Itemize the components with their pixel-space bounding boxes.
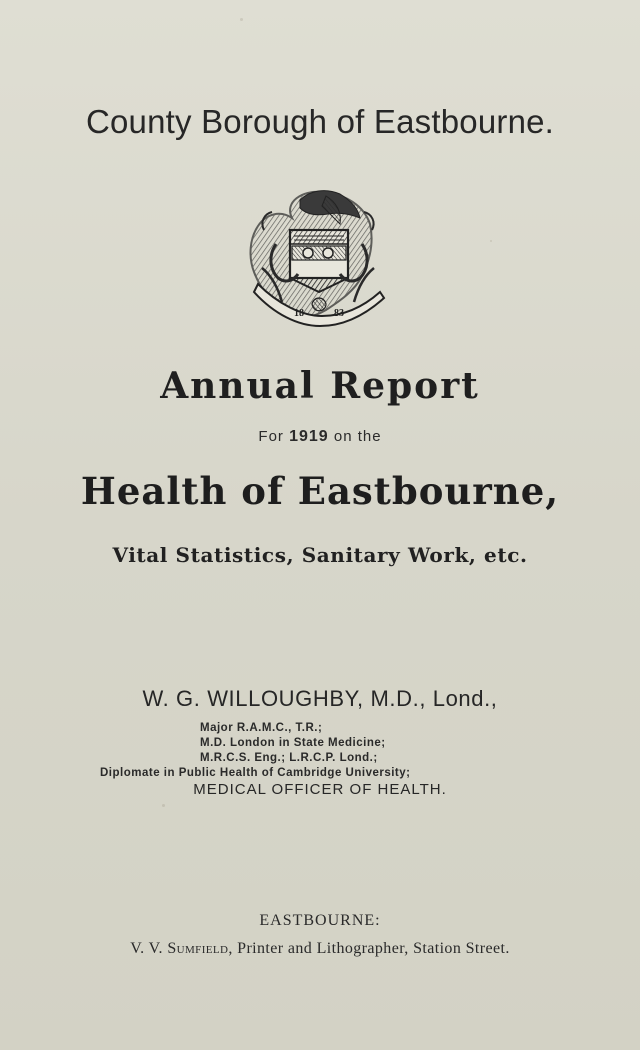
report-heading: Annual Report [160,365,480,407]
printer-name: Sumfield, [167,940,233,957]
report-year: 1919 [289,428,329,445]
borough-title: County Borough of Eastbourne. [85,103,555,140]
paper-spot [162,804,165,807]
qualification-line: Major R.A.M.C., T.R.; [200,722,323,734]
imprint-place: EASTBOURNE: [259,912,381,929]
crest-year-right: 83 [334,308,344,319]
crest-year-left: 18 [294,308,304,319]
borough-crest-emblem [242,184,394,330]
imprint-printer [0,940,640,958]
paper-spot [490,240,492,242]
for-prefix: For [258,428,284,445]
qualification-line: M.R.C.S. Eng.; L.R.C.P. Lond.; [200,752,378,764]
author-name: W. G. WILLOUGHBY, M.D., Lond., [142,686,498,711]
author-qualifications [100,721,540,781]
for-suffix: on the [333,428,382,445]
paper-spot [240,18,243,21]
report-subject: Health of Eastbourne, [80,469,560,513]
qualification-line: Diplomate in Public Health of Cambridge University; [100,767,411,779]
qualification-line: M.D. London in State Medicine; [200,737,386,749]
printer-prefix: V. V. [130,940,163,957]
report-subtitle: Vital Statistics, Sanitary Work, etc. [112,543,528,567]
report-year-line [0,428,640,446]
printer-suffix: Printer and Lithographer, Station Street. [237,940,510,957]
author-role: MEDICAL OFFICER OF HEALTH. [193,781,447,798]
